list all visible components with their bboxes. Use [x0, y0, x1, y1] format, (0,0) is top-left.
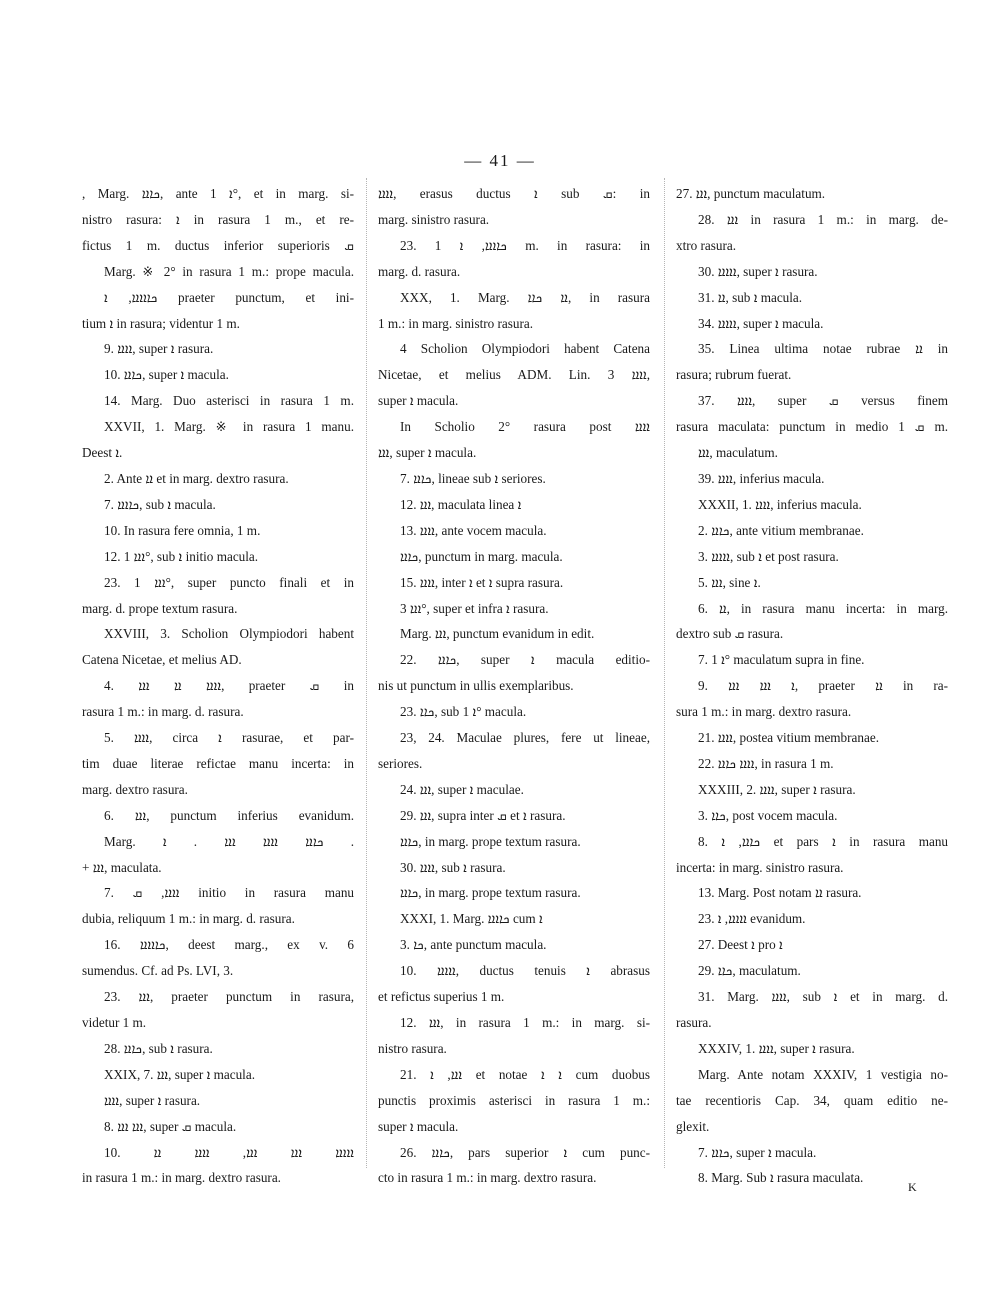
text-line: sura 1 m.: in marg. dextro rasura.	[676, 704, 852, 720]
text-line: 30. ܐܐܐܐܐ, super ܐ rasura.	[698, 263, 818, 279]
text-line: 7. ܟܐܐܐܐ, sub ܐ macula.	[104, 496, 216, 512]
text-line: tae recentioris Cap. 34, quam editio ne-	[676, 1092, 948, 1108]
text-line: incerta: in marg. sinistro rasura.	[676, 859, 844, 875]
text-line: 2. ܟܐܐܐ, ante vitium membranae.	[698, 522, 864, 538]
text-line: 9. ܐ ܐܐܐ ܐܐܐ, praeter ܐܐ in ra-	[698, 678, 948, 694]
text-line: XXXII, 1. ܐܐܐܐ, inferius macula.	[698, 496, 862, 512]
printer-signature-mark: K	[908, 1180, 917, 1194]
text-line: XXXIII, 2. ܐܐܐܐ, super ܐ rasura.	[698, 781, 856, 797]
text-line: 5. ܐܐܐܐ, circa ܐ rasurae, et par-	[104, 730, 354, 746]
text-line: videtur 1 m.	[82, 1015, 147, 1030]
text-line: rasura 1 m.: in marg. d. rasura.	[82, 704, 244, 720]
text-line: nistro rasura: ܐ in rasura 1 m., et re-	[82, 211, 354, 227]
text-line: ܐܐܐ, maculatum.	[698, 445, 778, 461]
text-line: 6. ܐܐ, in rasura manu incerta: in marg.	[698, 600, 948, 616]
text-line: 10. ܐܐܐܐܐ, ductus tenuis ܐ abrasus	[400, 963, 650, 979]
text-line: 7. ܐܐܐܐ, ܩ initio in rasura manu	[104, 885, 354, 901]
text-line: rasura.	[676, 1015, 712, 1030]
text-line: 7. ܐ 1° maculatum supra in fine.	[698, 652, 865, 668]
text-line: rasura; rubrum fuerat.	[676, 367, 792, 383]
text-line: In Scholio 2° rasura post ܐܐܐܐ	[400, 419, 650, 435]
text-line: dextro sub ܩ rasura.	[676, 626, 784, 642]
text-line: 23, 24. Maculae plures, fere ut lineae,	[400, 730, 650, 746]
page-number: — 41 —	[464, 151, 536, 170]
text-line: 4. ܐܐܐܐ ܐܐ ܐܐܐ, praeter ܩ in	[104, 678, 354, 694]
text-line: XXVII, 1. Marg. ※ in rasura 1 manu.	[104, 419, 354, 435]
text-line: 39. ܐܐܐܐ, inferius macula.	[698, 470, 825, 486]
text-line: ܐܐܐ, super ܐ macula.	[378, 445, 477, 461]
text-line: tium ܐ in rasura; videntur 1 m.	[82, 315, 240, 331]
text-line: 5. ܐܐܐ, sine ܐ.	[698, 574, 761, 590]
text-line: XXXIV, 1. ܐܐܐܐ, super ܐ rasura.	[698, 1040, 855, 1056]
text-line: 7. ܟܐܐܐ, super ܐ macula.	[698, 1144, 817, 1160]
text-line: XXX, 1. Marg. ܐܐ ܟܐܐ, in rasura	[400, 289, 650, 305]
text-line: , Marg. ܟܐܐܐ, ante ܐ 1°, et in marg. si-	[82, 186, 354, 201]
text-column-middle	[378, 181, 650, 1191]
text-line: 13. ܐܐܐܐ, ante vocem macula.	[400, 522, 547, 538]
text-line: super ܐ macula.	[378, 1118, 459, 1134]
text-line: 22. ܐܐܐܐ ܟܐܐܐ, in rasura 1 m.	[698, 755, 834, 771]
text-line: seriores.	[378, 755, 423, 771]
text-line: xtro rasura.	[676, 237, 737, 253]
text-line: 34. ܐܐܐܐܐ, super ܐ macula.	[698, 315, 824, 331]
text-line: 16. ܟܐܐܐܐܐ, deest marg., ex v. 6	[104, 937, 354, 953]
text-line: 22. ܟܐܐܐ, super ܐ macula editio-	[400, 652, 650, 668]
text-line: 31. Marg. ܐܐܐܐ, sub ܐ et in marg. d.	[698, 989, 948, 1005]
text-column-left	[82, 181, 354, 1191]
text-line: 23. ܐܐܐ, praeter punctum in rasura,	[104, 989, 354, 1005]
text-line: ܟܐܐܐ, in marg. prope textum rasura.	[400, 833, 581, 849]
text-line: super ܐ macula.	[378, 393, 459, 409]
column-divider	[664, 178, 665, 1168]
text-line: 23. ܟܐܐܐܐ, ܐ 1 m. in rasura: in	[400, 237, 650, 253]
text-line: in rasura 1 m.: in marg. dextro rasura.	[82, 1170, 281, 1186]
text-line: 21. ܐܐܐ, ܐ et notae ܐ ܐ cum duobus	[400, 1066, 650, 1082]
text-line: 9. ܐܐܐܐ, super ܐ rasura.	[104, 341, 214, 357]
text-line: 27. Deest ܐ pro ܐ	[698, 937, 783, 953]
text-line: Marg. Ante notam XXXIV, 1 vestigia no-	[698, 1066, 948, 1082]
text-line: 10. In rasura fere omnia, 1 m.	[104, 522, 261, 538]
text-line: marg. d. prope textum rasura.	[82, 600, 238, 616]
text-line: tim duae literae refictae manu incerta: in	[82, 755, 354, 771]
text-line: ܟܐܐܐ, punctum in marg. macula.	[400, 548, 563, 564]
text-line: Nicetae, et melius ADM. Lin. 3 ܐܐܐܐ,	[378, 367, 650, 383]
text-line: nistro rasura.	[378, 1040, 447, 1056]
text-line: 27. ܐܐܐ, punctum maculatum.	[676, 186, 826, 201]
text-line: 6. ܐܐܐ, punctum inferius evanidum.	[104, 807, 354, 823]
text-line: 23. ܐܐܐ 1°, super puncto finali et in	[104, 574, 354, 590]
text-line: 10. ܐܐܐܐܐ ܐܐܐ ܐܐܐ, ܐܐܐܐ ܐܐ	[104, 1144, 354, 1160]
text-line: 7. ܟܐܐܐ, lineae sub ܐ seriores.	[400, 470, 546, 486]
text-line: 4 Scholion Olympiodori habent Catena	[400, 341, 650, 357]
text-line: XXVIII, 3. Scholion Olympiodori habent	[104, 626, 354, 642]
text-line: 8. ܟܐܐܐ, ܐ et pars ܐ in rasura manu	[698, 833, 948, 849]
text-line: marg. dextro rasura.	[82, 781, 188, 797]
text-line: 3. ܟܐ, ante punctum macula.	[400, 937, 547, 953]
text-line: cto in rasura 1 m.: in marg. dextro rasura.	[378, 1170, 597, 1186]
text-line: ܐܐܐܐ, erasus ductus ܐ sub ܩ: in	[378, 186, 650, 201]
text-line: 29. ܐܐܐ, supra inter ܩ et ܐ rasura.	[400, 807, 566, 823]
text-line: 24. ܐܐܐ, super ܐ maculae.	[400, 781, 524, 797]
text-line: 23. ܐܐܐܐܐ, ܐ evanidum.	[698, 911, 806, 927]
text-line: sumendus. Cf. ad Ps. LVI, 3.	[82, 963, 234, 979]
text-line: 13. Marg. Post notam ܐܐ rasura.	[698, 885, 862, 901]
text-line: 29. ܟܐܐ, maculatum.	[698, 963, 801, 979]
text-line: XXIX, 7. ܐܐܐ, super ܐ macula.	[104, 1066, 255, 1082]
text-line: + ܐܐܐ, maculata.	[82, 859, 162, 875]
text-line: Catena Nicetae, et melius AD.	[82, 652, 242, 668]
text-line: 1 m.: in marg. sinistro rasura.	[378, 315, 534, 331]
text-line: 28. ܐܐܐ in rasura 1 m.: in marg. de-	[698, 211, 948, 227]
text-line: 2. Ante ܐܐ et in marg. dextro rasura.	[104, 470, 289, 486]
text-line: 15. ܐܐܐܐ, inter ܐ et ܐ supra rasura.	[400, 574, 564, 590]
text-line: ܟܐܐܐ, in marg. prope textum rasura.	[400, 885, 581, 901]
text-line: XXXI, 1. Marg. ܟܐܐܐܐ cum ܐ	[400, 911, 543, 927]
text-line: fictus 1 m. ductus inferior superioris ܩ	[82, 237, 354, 253]
text-line: 12. ܐܐܐ 1°, sub ܐ initio macula.	[104, 548, 259, 564]
text-line: 12. ܐܐܐ, in rasura 1 m.: in marg. si-	[400, 1015, 650, 1030]
text-line: 31. ܐܐ, sub ܐ macula.	[698, 289, 803, 305]
text-line: Marg. ܟܐܐܐ ܐܐܐܐ ܐܐܐ . ܐ .	[104, 833, 354, 849]
text-line: dubia, reliquum 1 m.: in marg. d. rasura.	[82, 911, 295, 927]
text-line: 10. ܟܐܐܐ, super ܐ macula.	[104, 367, 229, 383]
text-column-right	[676, 181, 948, 1191]
text-line: 12. ܐܐܐ, maculata linea ܐ	[400, 496, 522, 512]
column-divider	[366, 178, 367, 1168]
text-line: 28. ܟܐܐܐ, sub ܐ rasura.	[104, 1040, 213, 1056]
text-line: glexit.	[676, 1118, 710, 1134]
text-line: marg. d. rasura.	[378, 263, 461, 279]
text-line: Deest ܐ.	[82, 445, 123, 461]
text-line: 8. ܐܐܐ ܐܐܐ, super ܩ macula.	[104, 1118, 237, 1134]
text-line: 35. Linea ultima notae rubrae ܐܐ in	[698, 341, 948, 357]
text-line: et refictus superius 1 m.	[378, 989, 505, 1005]
text-line: 26. ܟܐܐܐ, pars superior ܐ cum punc-	[400, 1144, 650, 1160]
text-line: rasura maculata: punctum in medio ܩ 1 m.	[676, 419, 948, 435]
text-line: 23. ܟܐܐ, sub ܐ 1° macula.	[400, 704, 527, 720]
text-line: 37. ܐܐܐܐ, super ܩ versus finem	[698, 393, 948, 409]
text-line: 3. ܐܐܐܐܐ, sub ܐ et post rasura.	[698, 548, 839, 564]
text-line: punctis proximis asterisci in rasura 1 m.:	[378, 1092, 650, 1108]
text-line: 8. Marg. Sub ܐ rasura maculata.	[698, 1170, 864, 1186]
text-line: marg. sinistro rasura.	[378, 211, 490, 227]
text-line: ܐܐܐ 3°, super et infra ܐ rasura.	[400, 600, 549, 616]
text-line: Marg. ܐܐܐ, punctum evanidum in edit.	[400, 626, 595, 642]
text-line: 14. Marg. Duo asterisci in rasura 1 m.	[104, 393, 354, 409]
text-line: 21. ܐܐܐܐ, postea vitium membranae.	[698, 730, 879, 746]
text-line: nis ut punctum in ullis exemplaribus.	[378, 678, 574, 694]
text-line: 30. ܐܐܐܐ, sub ܐ rasura.	[400, 859, 506, 875]
text-line: ܟܐܐܐܐܐ, ܐ praeter punctum, et ini-	[104, 289, 354, 305]
text-line: Marg. ※ 2° in rasura 1 m.: prope macula.	[104, 263, 354, 279]
text-line: ܐܐܐܐ, super ܐ rasura.	[104, 1092, 201, 1108]
text-line: 3. ܟܐܐ, post vocem macula.	[698, 807, 838, 823]
